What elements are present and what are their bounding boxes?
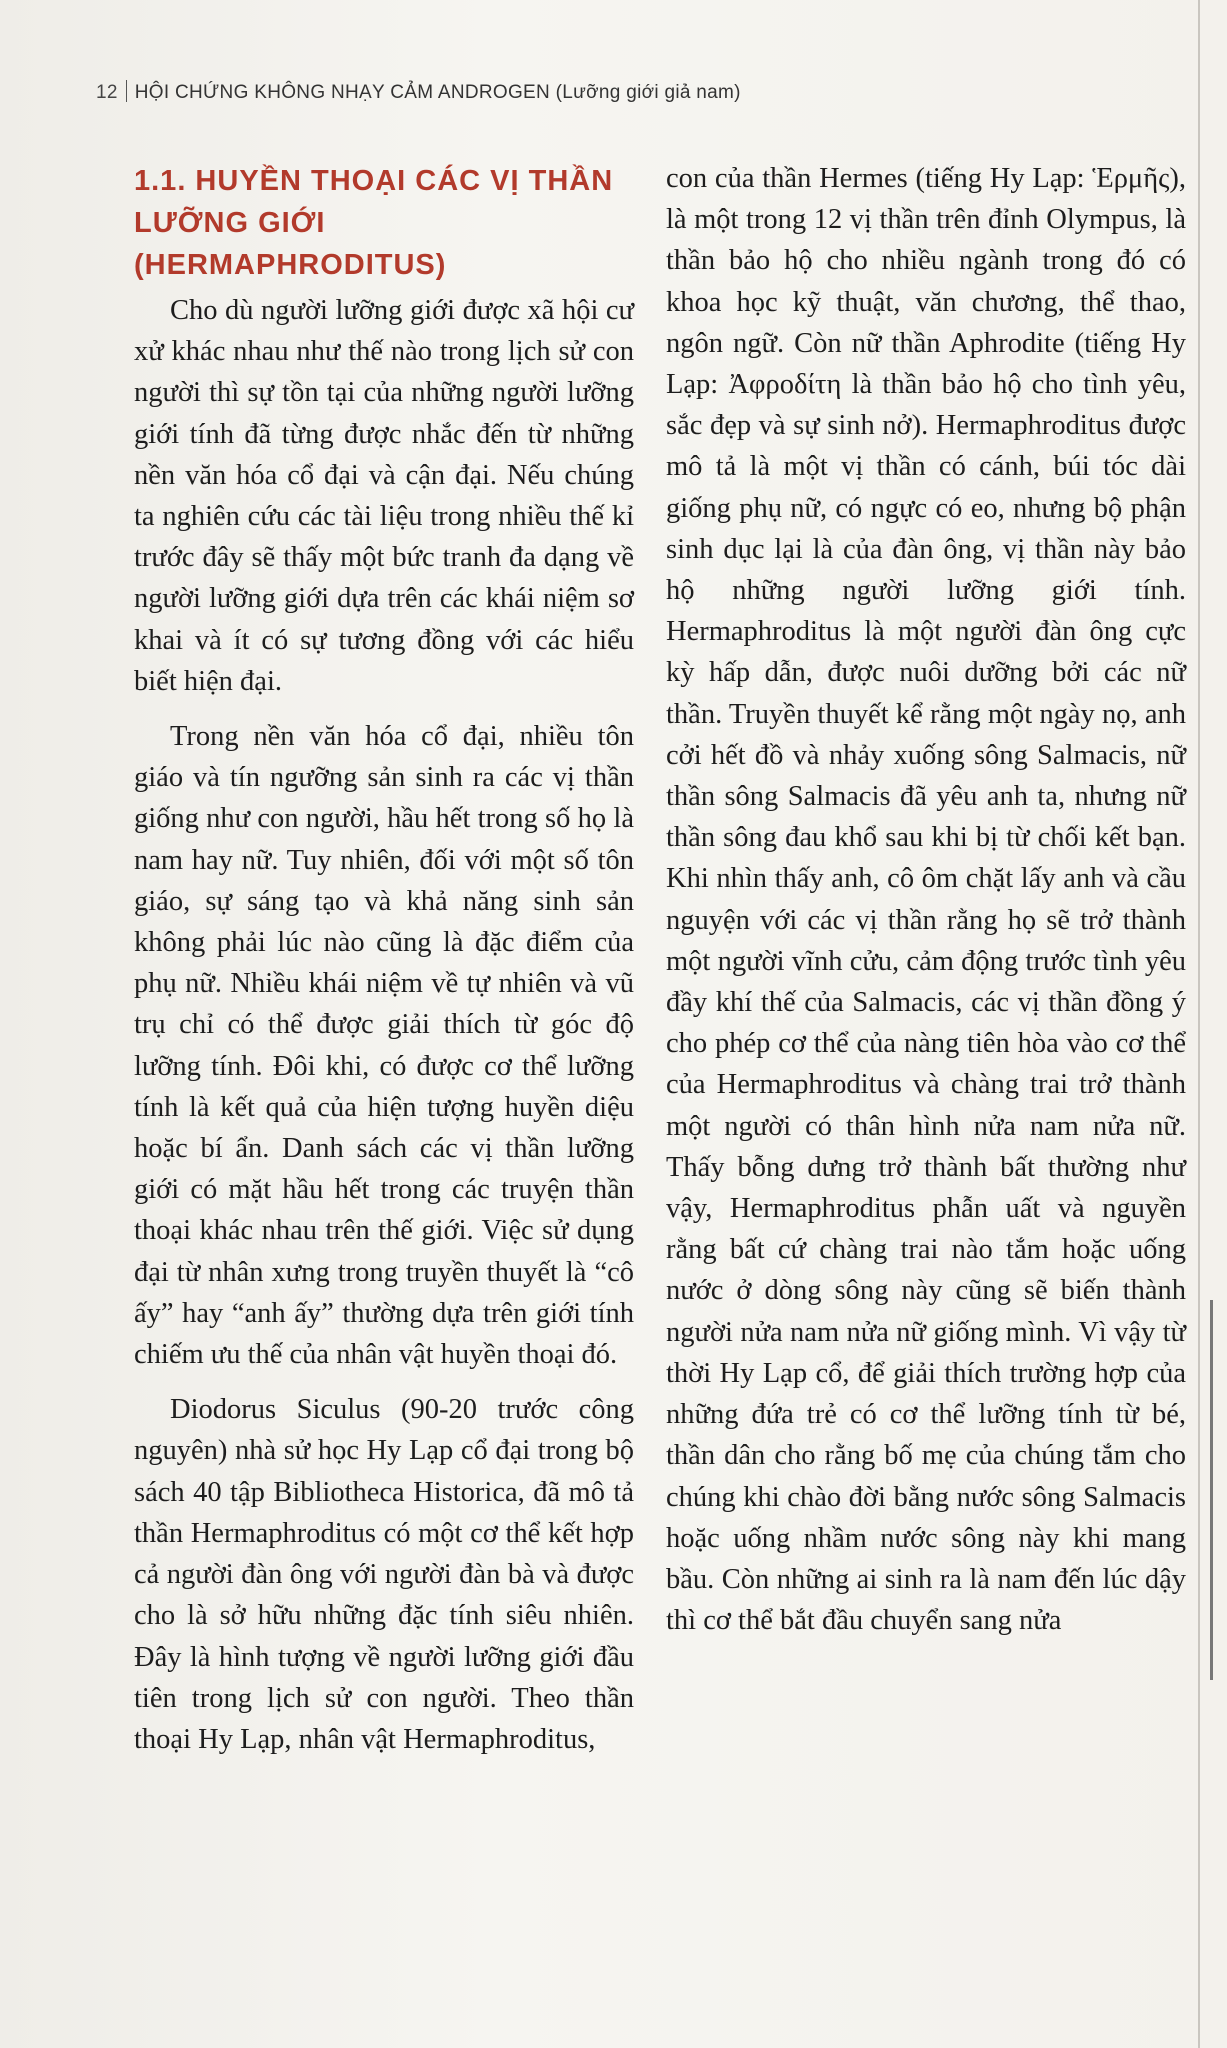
section-heading: 1.1. HUYỀN THOẠI CÁC VỊ THẦN LƯỠNG GIỚI (HERMAPHRODITUS) — [134, 165, 614, 281]
paragraph: con của thần Hermes (tiếng Hy Lạp: Ἑρμῆς), là một trong 12 vị thần trên đỉnh Olympus, là thần bảo hộ cho nhiều ngành trong đó có khoa học kỹ thuật, văn chương, thể thao, ngôn ngữ. Còn nữ thần Aphrodite (tiếng Hy Lạp: Ἀφροδίτη là thần bảo hộ cho tình yêu, sắc đẹp và sự sinh nở). Hermaphroditus được mô tả là một vị thần có cánh, búi tóc dài giống phụ nữ, có ngực có eo, nhưng bộ phận sinh dục lại là của đàn ông, vị thần này bảo hộ những người lưỡng giới tính. Hermaphroditus là một người đàn ông cực kỳ hấp dẫn, được nuôi dưỡng bởi các nữ thần. Truyền thuyết kể rằng một ngày nọ, anh cởi hết đồ và nhảy xuống sông Salmacis, nữ thần sông Salmacis đã yêu anh ta, nhưng nữ thần sông đau khổ sau khi bị từ chối kết bạn. Khi nhìn thấy anh, cô ôm chặt lấy anh và cầu nguyện với các vị thần rằng họ sẽ trở thành một người vĩnh cửu, cảm động trước tình yêu đầy khí thế của Salmacis, các vị thần đồng ý cho phép cơ thể của nàng tiên hòa vào cơ thể của Hermaphroditus và chàng trai trở thành một người có thân hình nửa nam nửa nữ. Thấy bỗng dưng trở thành bất thường như vậy, Hermaphroditus phẫn uất và nguyền rằng bất cứ chàng trai nào tắm hoặc uống nước ở dòng sông này cũng sẽ biến thành người nửa nam nửa nữ giống mình. Vì vậy từ thời Hy Lạp cổ, để giải thích trường hợp của những đứa trẻ có cơ thể lưỡng tính từ bé, thần dân cho rằng bố mẹ của chúng tắm cho chúng khi chào đời bằng nước sông Salmacis hoặc uống nhầm nước sông này khi mang bầu. Còn những ai sinh ra là nam đến lúc dậy thì cơ thể bắt đầu chuyển sang nửa — [666, 163, 1186, 1637]
header-divider — [126, 80, 127, 102]
running-title: HỘI CHỨNG KHÔNG NHẠY CẢM ANDROGEN (Lưỡng giới giả nam) — [134, 82, 741, 103]
paragraph: Trong nền văn hóa cổ đại, nhiều tôn giáo và tín ngưỡng sản sinh ra các vị thần giống như con người, hầu hết trong số họ là nam hay nữ. Tuy nhiên, đối với một số tôn giáo, sự sáng tạo và khả năng sinh sản không phải lúc nào cũng là đặc điểm của phụ nữ. Nhiều khái niệm về tự nhiên và vũ trụ chỉ có thể được giải thích từ góc độ lưỡng tính. Đôi khi, có được cơ thể lưỡng tính là kết quả của hiện tượng huyền diệu hoặc bí ẩn. Danh sách các vị thần lưỡng giới có mặt hầu hết trong các truyện thần thoại khác nhau trên thế giới. Việc sử dụng đại từ nhân xưng trong truyền thuyết là “cô ấy” hay “anh ấy” thường dựa trên giới tính chiếm ưu thế của nhân vật huyền thoại đó. — [134, 721, 634, 1371]
running-header — [96, 80, 1156, 104]
page-edge-mark — [1210, 1300, 1213, 1680]
left-column — [134, 160, 634, 1774]
paragraph: Diodorus Siculus (90-20 trước công nguyên) nhà sử học Hy Lạp cổ đại trong bộ sách 40 tập Bibliotheca Historica, đã mô tả thần Hermaphroditus có một cơ thể kết hợp cả người đàn ông với người đàn bà và được cho là sở hữu những đặc tính siêu nhiên. Đây là hình tượng về người lưỡng giới đầu tiên trong lịch sử con người. Theo thần thoại Hy Lạp, nhân vật Hermaphroditus, — [134, 1394, 634, 1755]
paragraph: Cho dù người lưỡng giới được xã hội cư xử khác nhau như thế nào trong lịch sử con người thì sự tồn tại của những người lưỡng giới tính đã từng được nhắc đến từ những nền văn hóa cổ đại và cận đại. Nếu chúng ta nghiên cứu các tài liệu trong nhiều thế kỉ trước đây sẽ thấy một bức tranh đa dạng về người lưỡng giới dựa trên các khái niệm sơ khai và ít có sự tương đồng với các hiểu biết hiện đại. — [134, 295, 634, 697]
right-column — [666, 158, 1186, 1655]
page-number: 12 — [96, 82, 118, 103]
page-edge — [1198, 0, 1200, 2048]
